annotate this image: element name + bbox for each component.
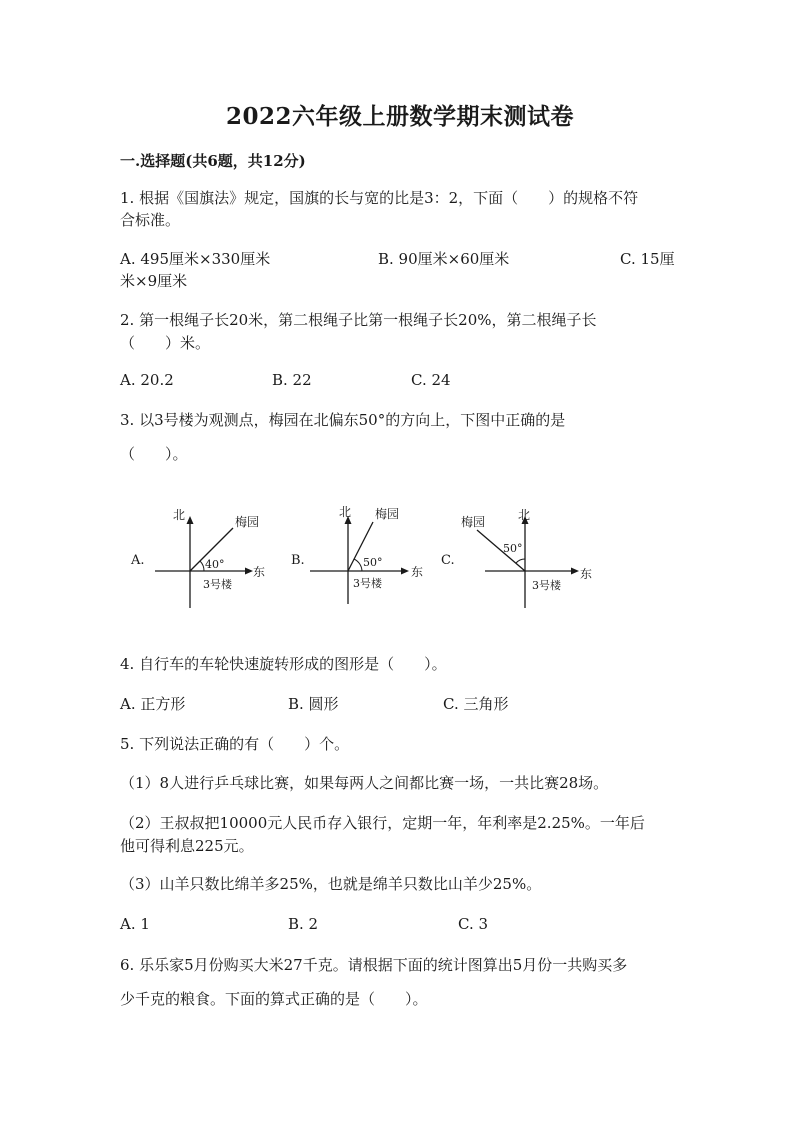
east-label: 东 — [253, 565, 266, 579]
east-arrow-icon — [245, 568, 253, 575]
angle-arc — [354, 559, 362, 571]
q2-stem-line2: （ ）米。 — [120, 334, 211, 352]
q1-stem-line2: 合标准。 — [120, 211, 181, 229]
q1-option-c: C. 15厘 — [620, 250, 675, 268]
building-label: 3号楼 — [203, 578, 232, 591]
meiyuan-label: 梅园 — [375, 507, 400, 521]
north-label: 北 — [173, 508, 186, 522]
q2-option-c: C. 24 — [411, 371, 451, 389]
q5-statement-2-line2: 他可得利息225元。 — [120, 837, 254, 855]
page-title: 2022六年级上册数学期末测试卷 — [225, 103, 574, 130]
q2-option-a: A. 20.2 — [120, 371, 174, 389]
q1-option-b: B. 90厘米×60厘米 — [378, 250, 510, 268]
q4-option-c: C. 三角形 — [443, 695, 509, 713]
section-heading: 一.选择题(共6题，共12分) — [120, 152, 306, 170]
q4-option-b: B. 圆形 — [288, 695, 339, 713]
meiyuan-label: 梅园 — [235, 515, 260, 529]
q3-figure-a — [125, 500, 275, 610]
north-label: 北 — [339, 505, 352, 519]
q1-option-c-cont: 米×9厘米 — [120, 272, 188, 290]
q5-statement-3: （3）山羊只数比绵羊多25%，也就是绵羊只数比山羊少25%。 — [120, 875, 542, 893]
q3-figure-b — [285, 500, 435, 610]
q2-stem-line1: 2. 第一根绳子长20米，第二根绳子比第一根绳子长20%，第二根绳子长 — [120, 311, 597, 329]
north-label: 北 — [518, 508, 531, 522]
q5-statement-1: （1）8人进行乒乓球比赛，如果每两人之间都比赛一场，一共比赛28场。 — [120, 774, 609, 792]
q5-option-b: B. 2 — [288, 915, 319, 933]
east-arrow-icon — [571, 568, 579, 575]
q4-option-a: A. 正方形 — [120, 695, 186, 713]
q3-stem-line1: 3. 以3号楼为观测点，梅园在北偏东50°的方向上，下图中正确的是 — [120, 411, 566, 429]
q5-option-c: C. 3 — [458, 915, 489, 933]
q6-stem-line2: 少千克的粮食。下面的算式正确的是（ ）。 — [120, 990, 428, 1008]
east-label: 东 — [411, 565, 424, 579]
east-label: 东 — [580, 567, 593, 581]
q5-option-a: A. 1 — [120, 915, 150, 933]
angle-arc — [200, 561, 204, 571]
building-label: 3号楼 — [532, 579, 561, 592]
figure-c-label: C. — [441, 553, 455, 568]
building-label: 3号楼 — [353, 577, 382, 590]
figure-a-label: A. — [131, 553, 145, 568]
q2-option-b: B. 22 — [272, 371, 312, 389]
angle-arc — [516, 559, 525, 563]
angle-label: 50° — [363, 556, 383, 569]
q1-stem-line1: 1. 根据《国旗法》规定，国旗的长与宽的比是3：2，下面（ ）的规格不符 — [120, 189, 639, 207]
q3-stem-line2: （ ）。 — [120, 445, 188, 463]
north-arrow-icon — [187, 516, 194, 524]
q3-figure-c — [437, 500, 597, 610]
q6-stem-line1: 6. 乐乐家5月份购买大米27千克。请根据下面的统计图算出5月份一共购买多 — [120, 956, 628, 974]
q4-stem: 4. 自行车的车轮快速旋转形成的图形是（ ）。 — [120, 655, 447, 673]
figure-b-label: B. — [291, 553, 305, 568]
angle-label: 40° — [205, 558, 225, 571]
meiyuan-label: 梅园 — [461, 515, 486, 529]
q1-option-a: A. 495厘米×330厘米 — [120, 250, 271, 268]
q5-stem: 5. 下列说法正确的有（ ）个。 — [120, 735, 350, 753]
angle-label: 50° — [503, 542, 523, 555]
east-arrow-icon — [401, 568, 409, 575]
q5-statement-2-line1: （2）王叔叔把10000元人民币存入银行，定期一年，年利率是2.25%。一年后 — [120, 814, 645, 832]
